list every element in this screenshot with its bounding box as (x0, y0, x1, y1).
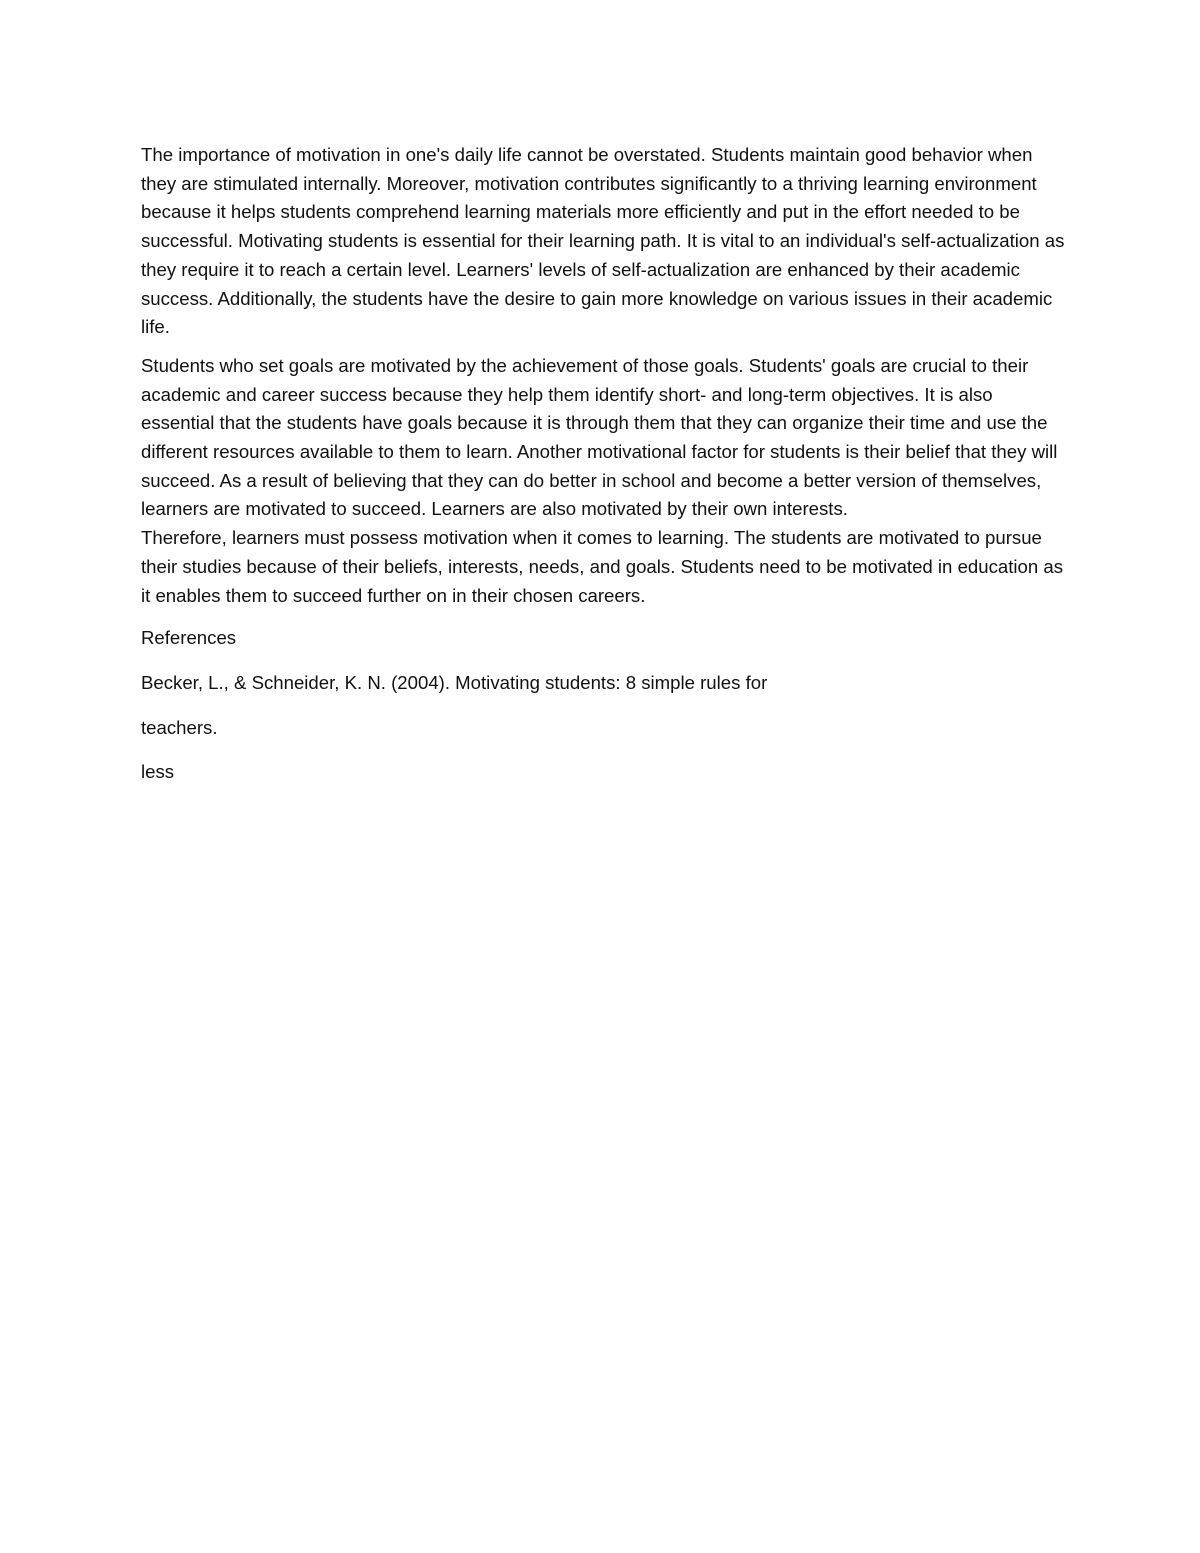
document-body (141, 141, 1066, 803)
trailing-text: less (141, 761, 175, 783)
paragraph-motivation-importance: The importance of motivation in one's daily life cannot be overstated. Students maintain good behavior when they are stimulated internally. Moreover, motivation contributes significantly to a thriving learning environment because it helps students comprehend learning materials more efficiently and put in the effort needed to be successful. Motivating students is essential for their learning path. It is vital to an individual's self-actualization as they require it to reach a certain level. Learners' levels of self-actualization are enhanced by their academic success. Additionally, the students have the desire to gain more knowledge on various issues in their academic life. (141, 144, 1065, 338)
paragraph-goals: Students who set goals are motivated by the achievement of those goals. Students' goals are crucial to their academic and career success because they help them identify short- and long-term objectives. It is also essential that the students have goals because it is through them that they can organize their time and use the different resources available to them to learn. Another motivational factor for students is their belief that they will succeed. As a result of believing that they can do better in school and become a better version of themselves, learners are motivated to succeed. Learners are also motivated by their own interests. (141, 354, 1058, 520)
reference-entry-line-2: teachers. (141, 716, 218, 738)
paragraph-conclusion: Therefore, learners must possess motivation when it comes to learning. The students are motivated to pursue their studies because of their beliefs, interests, needs, and goals. Students need to be motivated in education as it enables them to succeed further on in their chosen careers. (141, 527, 1064, 606)
references-heading: References (141, 627, 237, 649)
reference-entry-line-1: Becker, L., & Schneider, K. N. (2004). Motivating students: 8 simple rules for (141, 671, 768, 693)
